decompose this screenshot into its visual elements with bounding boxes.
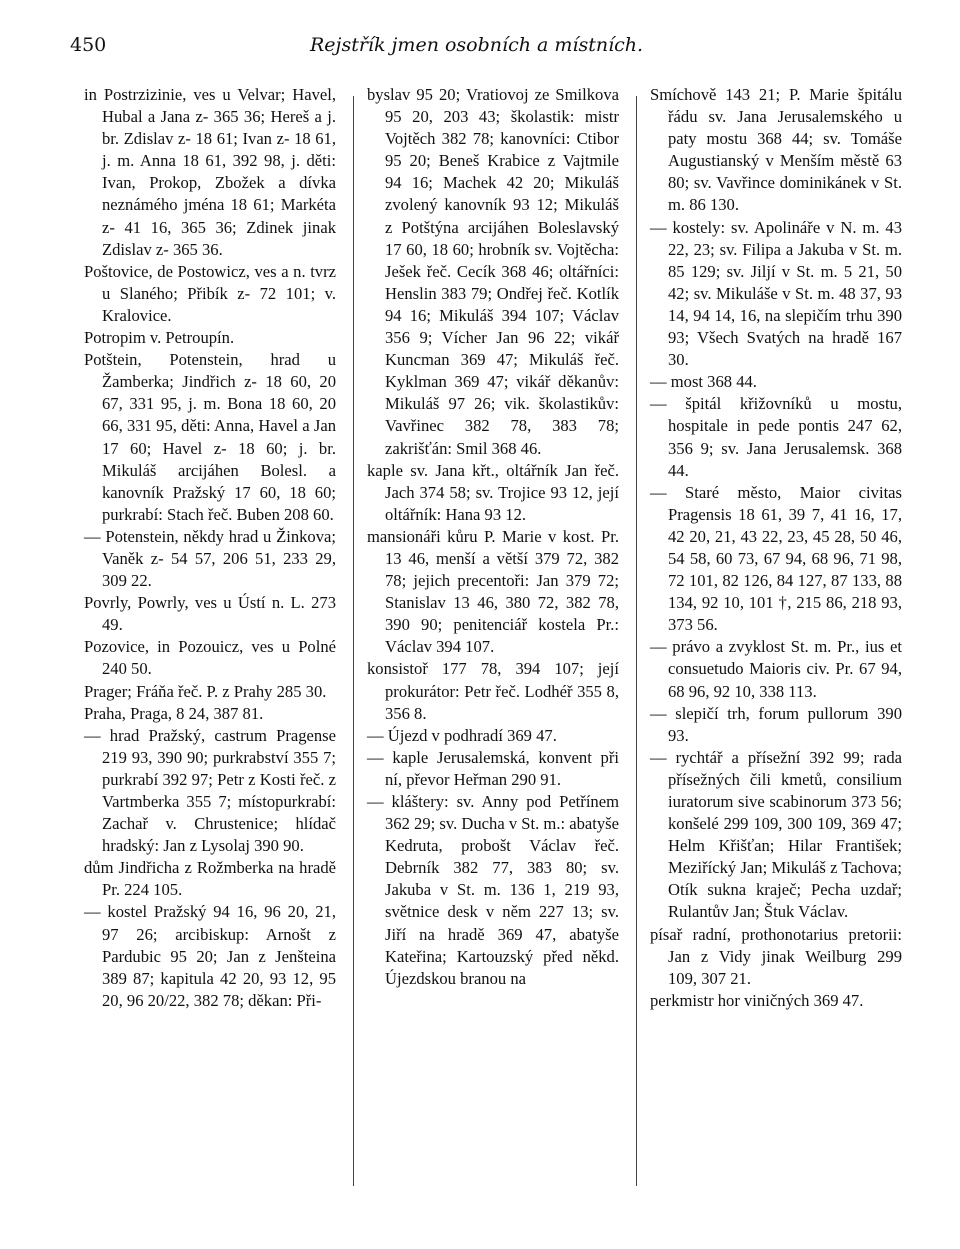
index-entry: — kostely: sv. Apolináře v N. m. 43 22, 23; sv. Filipa a Jakuba v St. m. 85 129; sv. Jiljí v St. m. 5 21, 50 42; sv. Mikuláše v St. m. 48 37, 93 14, 94 14, 16, na slepičím trhu 390 93; Všech Svatých na hradě 167 30. xyxy=(650,217,902,370)
index-column-3 xyxy=(650,84,902,1012)
index-entry: — špitál křižovníků u mostu, hospitale in pede pontis 247 62, 356 9; sv. Jana Jerusalemsk. 368 44. xyxy=(650,394,902,480)
index-entry: — Újezd v podhradí 369 47. xyxy=(367,725,557,745)
index-entry: Poštovice, de Postowicz, ves a n. tvrz u Slaného; Přibík z- 72 101; v. Kralovice. xyxy=(84,261,336,325)
index-entry: kaple sv. Jana křt., oltářník Jan řeč. Jach 374 58; sv. Trojice 93 12, její oltářník: Hana 93 12. xyxy=(367,460,619,524)
index-entry: — právo a zvyklost St. m. Pr., ius et consuetudo Maioris civ. Pr. 67 94, 68 96, 92 10, 338 113. xyxy=(650,637,902,701)
index-entry: — kostel Pražský 94 16, 96 20, 21, 97 26; arcibiskup: Arnošt z Pardubic 95 20; Jan z Jenšteina 389 87; kapitula 42 20, 93 12, 95 20, 96 20/22, 382 78; děkan: Při- xyxy=(84,902,336,1010)
index-column-1 xyxy=(84,84,336,1012)
index-entry: — most 368 44. xyxy=(650,372,757,392)
index-entry: — hrad Pražský, castrum Pragense 219 93, 390 90; purkrabství 355 7; purkrabí 392 97; Petr z Kosti řeč. z Vartmberka 355 7; místopurkrabí: Zachař v. Chrustenice; hlídač hradský: Jan z Lysolaj 390 90. xyxy=(84,725,336,856)
index-entry: — slepičí trh, forum pullorum 390 93. xyxy=(650,703,902,745)
index-entry: in Postrzizinie, ves u Velvar; Havel, Hubal a Jana z- 365 36; Hereš a j. br. Zdislav z- 18 61; Ivan z- 18 61, j. m. Anna 18 61, 392 98, j. děti: Ivan, Prokop, Zbožek a dívka neznámého jména 18 61; Markéta z- 41 16, 365 36; Zdinek jinak Zdislav z- 365 36. xyxy=(84,85,336,259)
index-entry: Potropim v. Petroupín. xyxy=(84,328,235,348)
index-entry: Prager; Fráňa řeč. P. z Prahy 285 30. xyxy=(84,681,327,701)
index-entry: Smíchově 143 21; P. Marie špitálu řádu sv. Jana Jerusalemského u paty mostu 368 44; sv. Tomáše Augustianský v Menším městě 63 80; sv. Vavřince dominikánek v St. m. 86 130. xyxy=(650,85,902,215)
page-number: 450 xyxy=(70,34,107,56)
running-title: Rejstřík jmen osobních a místních. xyxy=(310,34,644,56)
index-entry: — Staré město, Maior civitas Pragensis 18 61, 39 7, 41 16, 17, 42 20, 21, 43 22, 23, 45 28, 50 46, 54 58, 60 73, 67 94, 68 96, 71 98, 72 101, 82 126, 84 127, 87 133, 88 134, 92 10, 101 †, 215 86, 218 93, 373 56. xyxy=(650,482,902,635)
index-entry: dům Jindřicha z Rožmberka na hradě Pr. 224 105. xyxy=(84,858,336,900)
page-header xyxy=(70,34,890,64)
index-column-2 xyxy=(367,84,619,990)
index-entry: Praha, Praga, 8 24, 387 81. xyxy=(84,703,264,723)
index-entry: Povrly, Powrly, ves u Ústí n. L. 273 49. xyxy=(84,593,336,635)
index-entry: písař radní, prothonotarius pretorii: Jan z Vidy jinak Weilburg 299 109, 307 21. xyxy=(650,924,902,988)
index-columns xyxy=(84,84,902,1204)
index-entry: — Potenstein, někdy hrad u Žinkova; Vaněk z- 54 57, 206 51, 233 29, 309 22. xyxy=(84,526,336,591)
index-entry: — kláštery: sv. Anny pod Petřínem 362 29; sv. Ducha v St. m.: abatyše Kedruta, probošt Václav řeč. Debrník 382 77, 383 80; sv. Jakuba v St. m. 136 1, 219 93, světnice desk v něm 227 13; sv. Jiří na hradě 369 47, abatyše Kateřina; Kartouzský před někd. Újezdskou branou na xyxy=(367,792,619,988)
index-entry: mansionáři kůru P. Marie v kost. Pr. 13 46, menší a větší 379 72, 382 78; jejich precentoři: Jan 379 72; Stanislav 13 46, 380 72, 382 78, 390 90; penitenciář kostela Pr.: Václav 394 107. xyxy=(367,526,619,657)
index-entry: Potštein, Potenstein, hrad u Žamberka; Jindřich z- 18 60, 20 67, 331 95, j. m. Bona 18 60, 20 66, 331 95, děti: Anna, Havel a Jan 17 60; Havel z- 18 60; j. br. Mikuláš arcijáhen Bolesl. a kanovník Pražský 17 60, 18 60; purkrabí: Stach řeč. Buben 208 60. xyxy=(84,350,336,524)
index-entry: Pozovice, in Pozouicz, ves u Polné 240 50. xyxy=(84,637,336,679)
column-divider xyxy=(353,96,354,1186)
index-entry: konsistoř 177 78, 394 107; její prokurátor: Petr řeč. Lodhéř 355 8, 356 8. xyxy=(367,659,619,723)
index-entry: byslav 95 20; Vratiovoj ze Smilkova 95 20, 203 43; školastik: mistr Vojtěch 382 78; kanovníci: Ctibor 95 20; Beneš Krabice z Vajtmile 94 16; Machek 42 20; Mikuláš zvolený kanovník 93 12; Mikuláš z Potštýna arcijáhen Boleslavský 17 60, 18 60; hrobník sv. Vojtěcha: Ješek řeč. Cecík 368 46; oltářníci: Henslin 383 79; Ondřej řeč. Kotlík 94 16; Mikuláš 394 107; Václav 356 9; Vícher Jan 96 22; vikář Kuncman 369 47; Mikuláš řeč. Kyklman 369 47; vikář děkanův: Mikuláš 97 26; vik. školastikův: Vavřinec 382 78, 383 78; zakrišťán: Smil 368 46. xyxy=(367,85,619,458)
index-entry: — kaple Jerusalemská, konvent při ní, převor Heřman 290 91. xyxy=(367,747,619,789)
index-entry: perkmistr hor viničných 369 47. xyxy=(650,990,864,1010)
index-entry: — rychtář a přísežní 392 99; rada přísežných čili kmetů, consilium iuratorum sive scabinorum 373 56; konšelé 299 109, 300 109, 369 47; Helm Křišťan; Hilar František; Meziřícký Jan; Mikuláš z Tachova; Otík sukna kraječ; Pecha uzdař; Rulantův Jan; Štuk Václav. xyxy=(650,747,902,922)
column-divider xyxy=(636,96,637,1186)
